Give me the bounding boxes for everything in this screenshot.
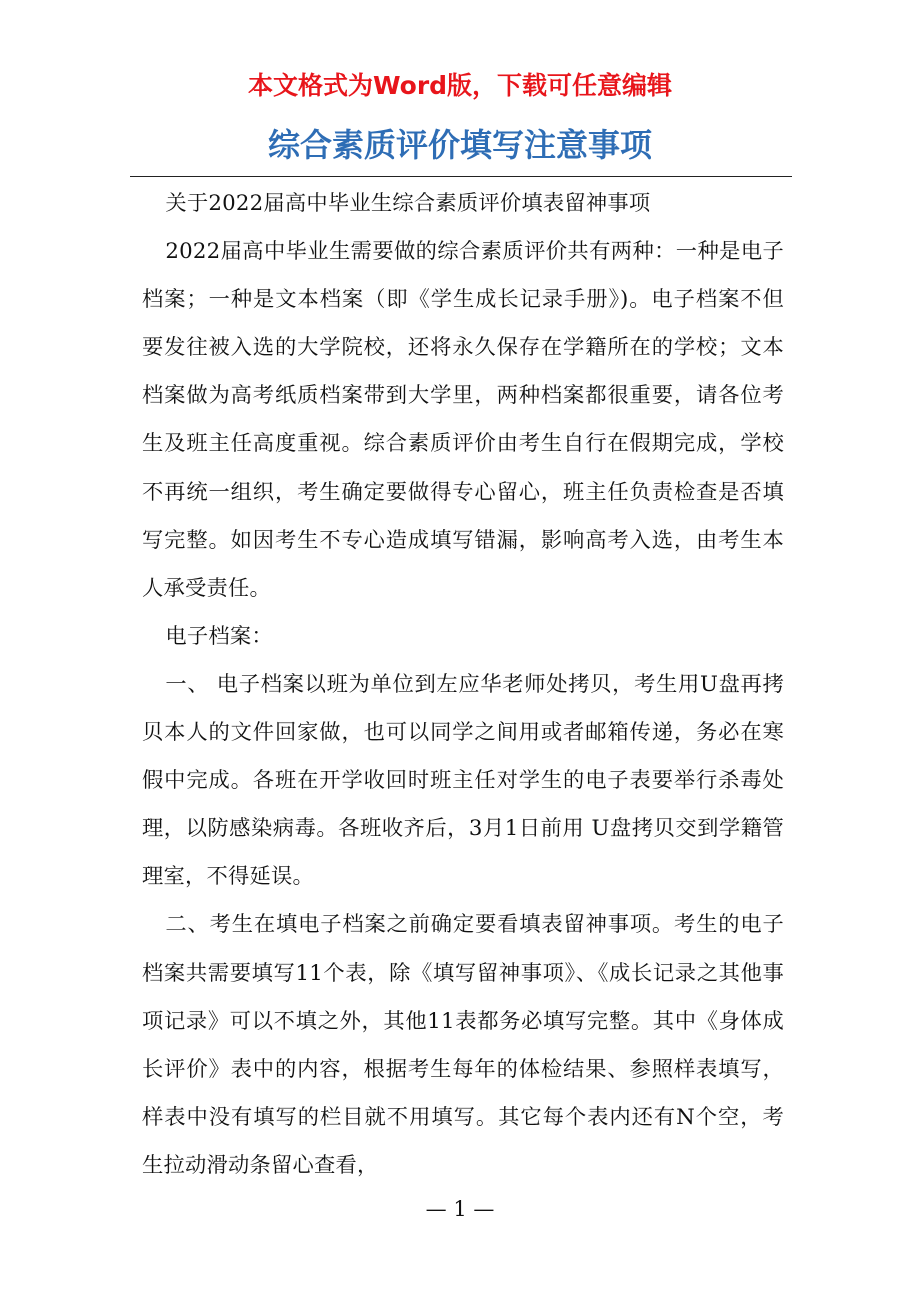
title-divider xyxy=(130,176,792,177)
format-notice: 本文格式为Word版，下载可任意编辑 xyxy=(247,71,673,100)
document-body xyxy=(142,180,784,1190)
item-two-paragraph: 二、考生在填电子档案之前确定要看填表留神事项。考生的电子档案共需要填写11个表，除《填写留神事项》、《成长记录之其他事项记录》可以不填之外，其他11表都务必填写完整。其中《身体成长评价》表中的内容，根据考生每年的体检结果、参照样表填写，样表中没有填写的栏目就不用填写。其它每个表内还有N个空，考生拉动滑动条留心查看， xyxy=(142,912,784,1178)
document-title: 综合素质评价填写注意事项 xyxy=(267,126,652,164)
section-heading-electronic: 电子档案： xyxy=(165,623,273,649)
intro-paragraph: 2022届高中毕业生需要做的综合素质评价共有两种：一种是电子档案；一种是文本档案（即《学生成长记录手册》)。电子档案不但要发往被入选的大学院校，还将永久保存在学籍所在的学校；文本档案做为高考纸质档案带到大学里，两种档案都很重要，请各位考生及班主任高度重视。综合素质评价由考生自行在假期完成，学校不再统一组织，考生确定要做得专心留心，班主任负责检查是否填写完整。如因考生不专心造成填写错漏，影响高考入选，由考生本人承受责任。 xyxy=(142,239,784,601)
item-one-paragraph: 一、 电子档案以班为单位到左应华老师处拷贝，考生用U盘再拷贝本人的文件回家做，也可以同学之间用或者邮箱传递，务必在寒假中完成。各班在开学收回时班主任对学生的电子表要举行杀毒处理，以防感染病毒。各班收齐后，3月1日前用 U盘拷贝交到学籍管理室，不得延误。 xyxy=(142,671,784,890)
subtitle-paragraph: 关于2022届高中毕业生综合素质评价填表留神事项 xyxy=(165,191,651,216)
page-number: — 1 — xyxy=(425,1197,495,1221)
